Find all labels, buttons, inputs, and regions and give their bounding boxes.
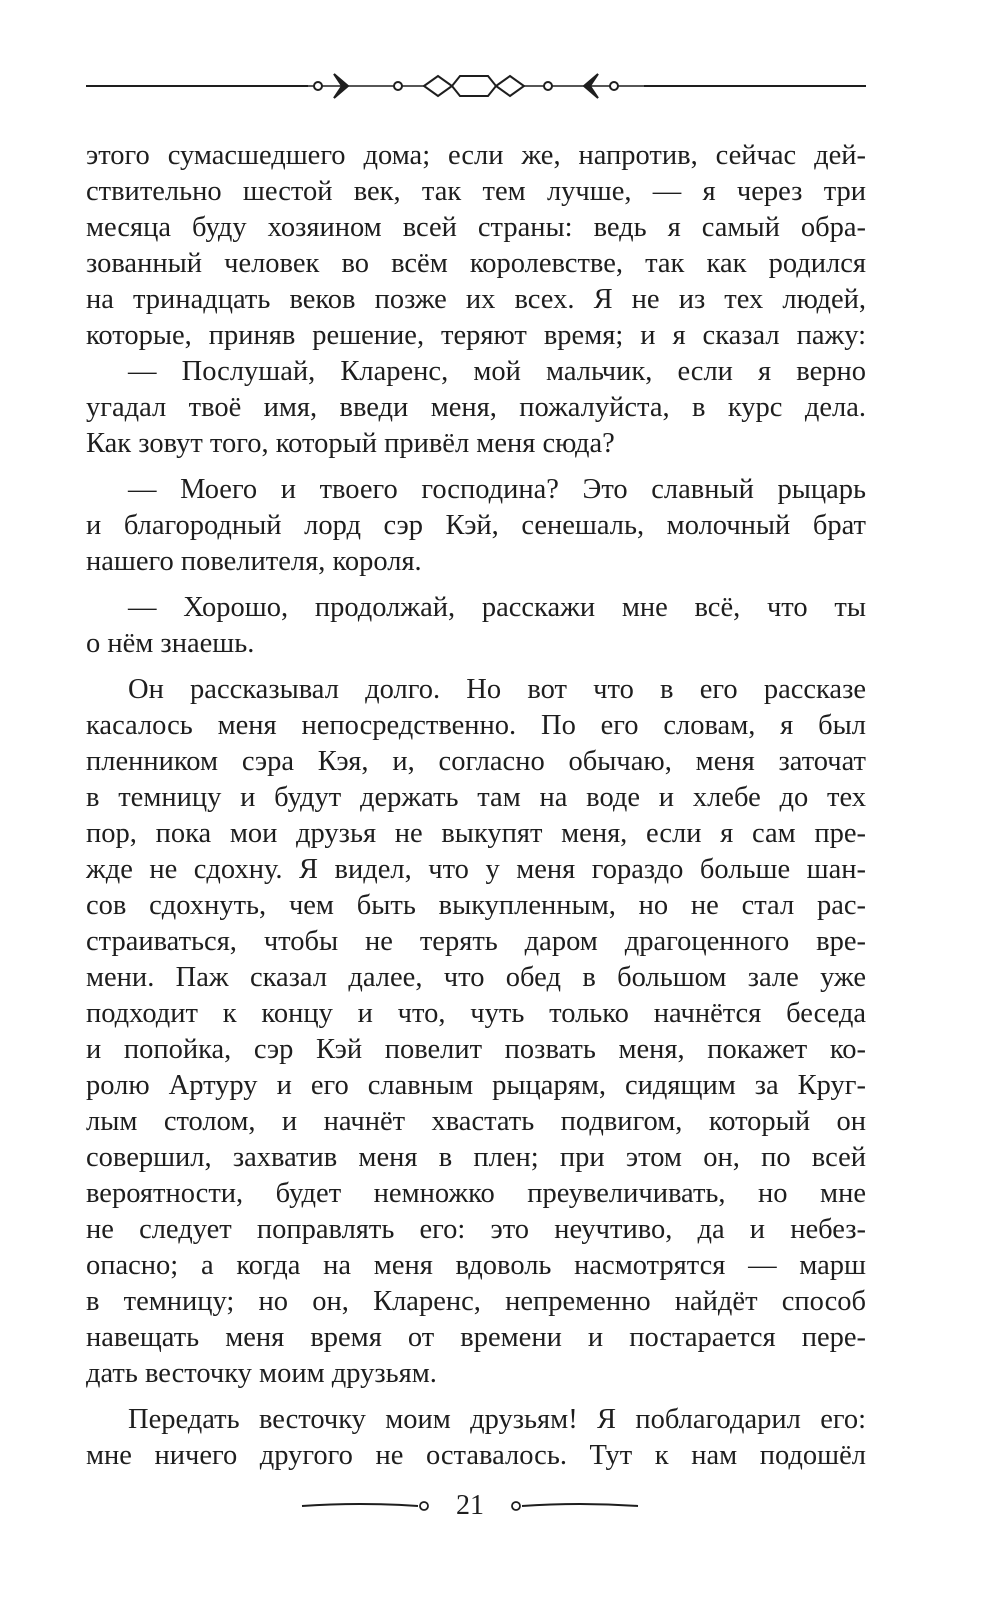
text-line: не следует поправлять его: это неучтиво, да и небез- bbox=[86, 1214, 866, 1245]
text-line: Как зовут того, который привёл меня сюда? bbox=[86, 428, 615, 459]
text-line: этого сумасшедшего дома; если же, напротив, сейчас дей- bbox=[86, 140, 866, 171]
page-number: 21 bbox=[456, 1490, 484, 1521]
text-line: жде не сдохну. Я видел, что у меня гораздо больше шан- bbox=[86, 854, 866, 885]
text-line: зованный человек во всём королевстве, так как родился bbox=[86, 248, 866, 279]
text-line: страиваться, чтобы не терять даром драгоценного вре- bbox=[86, 926, 866, 957]
text-line: касалось меня непосредственно. По его словам, я был bbox=[86, 710, 866, 741]
text-line: ствительно шестой век, так тем лучше, — я через три bbox=[86, 176, 866, 207]
text-line: в темницу; но он, Кларенс, непременно найдёт способ bbox=[86, 1286, 866, 1317]
text-line: пор, пока мои друзья не выкупят меня, если я сам пре- bbox=[86, 818, 866, 849]
text-line: на тринадцать веков позже их всех. Я не из тех людей, bbox=[86, 284, 866, 315]
body-text bbox=[86, 138, 866, 1474]
text-line: о нём знаешь. bbox=[86, 628, 255, 659]
top-ornament-divider bbox=[86, 68, 866, 104]
text-line: месяца буду хозяином всей страны: ведь я самый обра- bbox=[86, 212, 866, 243]
text-line: угадал твоё имя, введи меня, пожалуйста, в курс дела. bbox=[86, 392, 866, 423]
text-line: Передать весточку моим друзьям! Я поблагодарил его: bbox=[128, 1404, 866, 1435]
text-line: и попойка, сэр Кэй повелит позвать меня, покажет ко- bbox=[86, 1034, 866, 1065]
text-line: навещать меня время от времени и постарается пере- bbox=[86, 1322, 866, 1353]
text-line: мени. Паж сказал далее, что обед в большом зале уже bbox=[86, 962, 866, 993]
text-line: вероятности, будет немножко преувеличивать, но мне bbox=[86, 1178, 866, 1209]
text-line: пленником сэра Кэя, и, согласно обычаю, меня заточат bbox=[86, 746, 866, 777]
text-line: лым столом, и начнёт хвастать подвигом, который он bbox=[86, 1106, 866, 1137]
text-line: в темницу и будут держать там на воде и хлебе до тех bbox=[86, 782, 866, 813]
text-line: нашего повелителя, короля. bbox=[86, 546, 422, 577]
text-line: подходит к концу и что, чуть только начнётся беседа bbox=[86, 998, 866, 1029]
text-line: которые, приняв решение, теряют время; и я сказал пажу: bbox=[86, 320, 866, 351]
text-line: ролю Артуру и его славным рыцарям, сидящим за Круг- bbox=[86, 1070, 866, 1101]
text-line: — Хорошо, продолжай, расскажи мне всё, что ты bbox=[128, 592, 866, 623]
text-line: опасно; а когда на меня вдоволь насмотрятся — марш bbox=[86, 1250, 866, 1281]
page-footer bbox=[0, 1484, 1000, 1528]
text-line: дать весточку моим друзьям. bbox=[86, 1358, 437, 1389]
text-line: и благородный лорд сэр Кэй, сенешаль, молочный брат bbox=[86, 510, 866, 541]
text-line: — Послушай, Кларенс, мой мальчик, если я верно bbox=[128, 356, 866, 387]
text-line: мне ничего другого не оставалось. Тут к нам подошёл bbox=[86, 1440, 866, 1471]
text-line: — Моего и твоего господина? Это славный рыцарь bbox=[128, 474, 866, 505]
text-line: сов сдохнуть, чем быть выкупленным, но не стал рас- bbox=[86, 890, 866, 921]
text-line: Он рассказывал долго. Но вот что в его рассказе bbox=[128, 674, 866, 705]
text-line: совершил, захватив меня в плен; при этом он, по всей bbox=[86, 1142, 866, 1173]
